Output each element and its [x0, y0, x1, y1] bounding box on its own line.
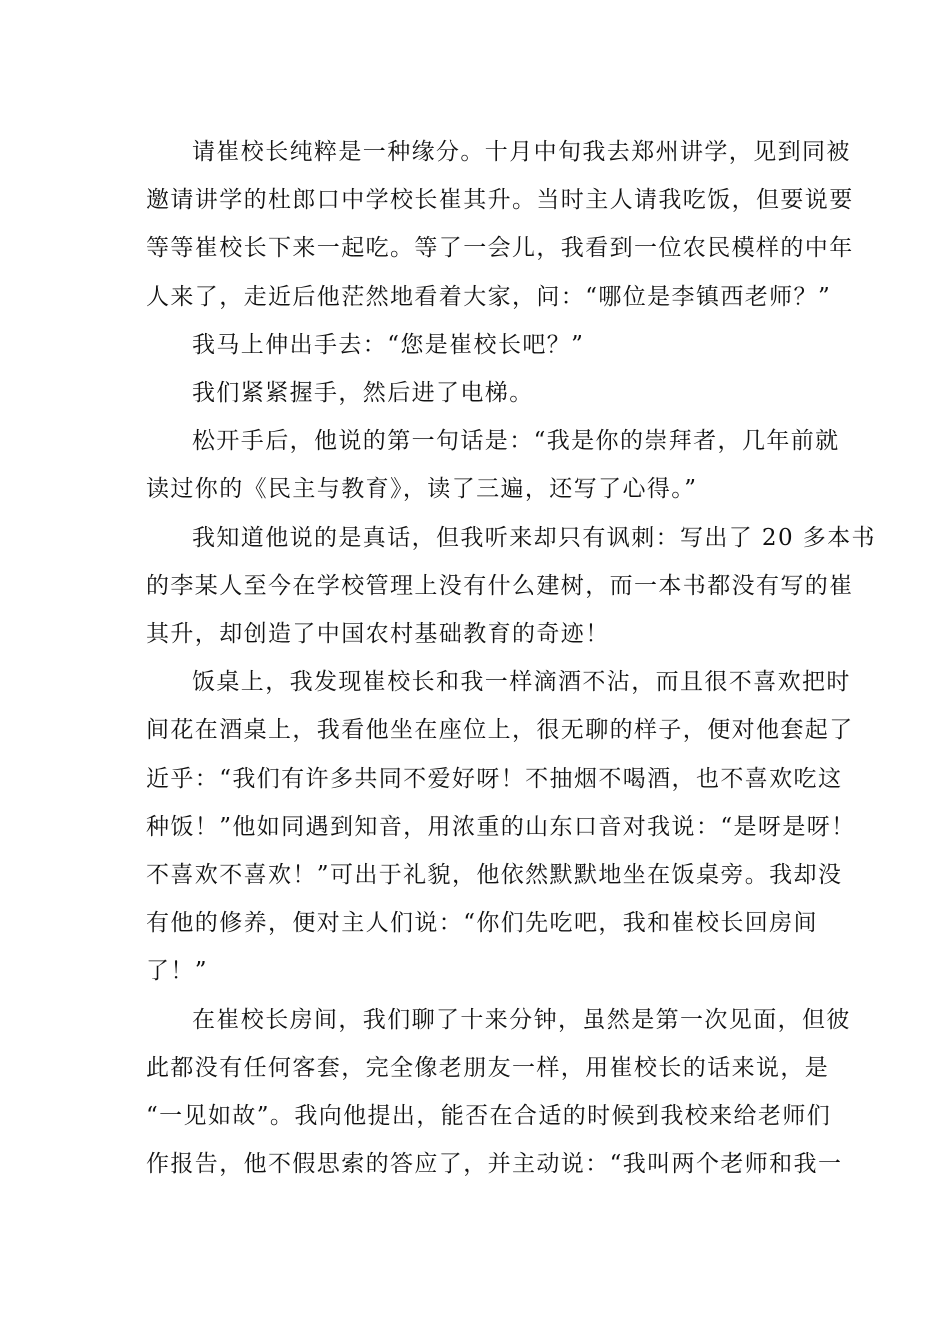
text-line: 此都没有任何客套，完全像老朋友一样，用崔校长的话来说，是 — [146, 1054, 830, 1081]
text-line: 我知道他说的是真话，但我听来却只有讽刺：写出了 20 多本书 — [192, 524, 876, 551]
text-line: 请崔校长纯粹是一种缘分。十月中旬我去郑州讲学，见到同被 — [192, 139, 851, 165]
text-line: 在崔校长房间，我们聊了十来分钟，虽然是第一次见面，但彼 — [192, 1006, 851, 1033]
paragraph — [146, 321, 806, 369]
text-line: 邀请讲学的杜郎口中学校长崔其升。当时主人请我吃饭，但要说要 — [146, 187, 854, 214]
text-line: 等等崔校长下来一起吃。等了一会儿，我看到一位农民模样的中年 — [146, 235, 854, 262]
text-line: 作报告，他不假思索的答应了，并主动说：“我叫两个老师和我一 — [146, 1151, 843, 1178]
text-line: 间花在酒桌上，我看他坐在座位上，很无聊的样子，便对他套起了 — [146, 717, 854, 744]
text-line: 有他的修养，便对主人们说：“你们先吃吧，我和崔校长回房间 — [146, 910, 818, 937]
text-line: 我马上伸出手去：“您是崔校长吧？” — [192, 331, 585, 358]
text-line: “一见如故”。我向他提出，能否在合适的时候到我校来给老师们 — [146, 1103, 832, 1130]
text-line: 近乎：“我们有许多共同不爱好呀！不抽烟不喝酒，也不喜欢吃这 — [146, 765, 843, 792]
text-line: 我们紧紧握手，然后进了电梯。 — [192, 380, 534, 407]
text-line: 其升，却创造了中国农村基础教育的奇迹！ — [146, 621, 610, 648]
paragraph — [146, 996, 851, 1189]
paragraph — [146, 514, 876, 659]
paragraph — [146, 128, 854, 321]
paragraph — [146, 658, 856, 995]
text-line: 松开手后，他说的第一句话是：“我是你的崇拜者，几年前就 — [192, 428, 840, 455]
text-line: 了！” — [146, 958, 208, 985]
text-line: 不喜欢不喜欢！”可出于礼貌，他依然默默地坐在饭桌旁。我却没 — [146, 862, 843, 889]
text-line: 种饭！”他如同遇到知音，用浓重的山东口音对我说：“是呀是呀！ — [146, 813, 856, 840]
text-line: 饭桌上，我发现崔校长和我一样滴酒不沾，而且很不喜欢把时 — [192, 669, 851, 696]
article-body — [146, 128, 876, 1188]
paragraph — [146, 417, 840, 513]
text-line: 人来了，走近后他茫然地看着大家，问：“哪位是李镇西老师？” — [146, 283, 832, 310]
text-line: 的李某人至今在学校管理上没有什么建树，而一本书都没有写的崔 — [146, 572, 854, 599]
paragraph — [146, 369, 806, 417]
text-line: 读过你的《民主与教育》，读了三遍，还写了心得。” — [146, 476, 698, 503]
